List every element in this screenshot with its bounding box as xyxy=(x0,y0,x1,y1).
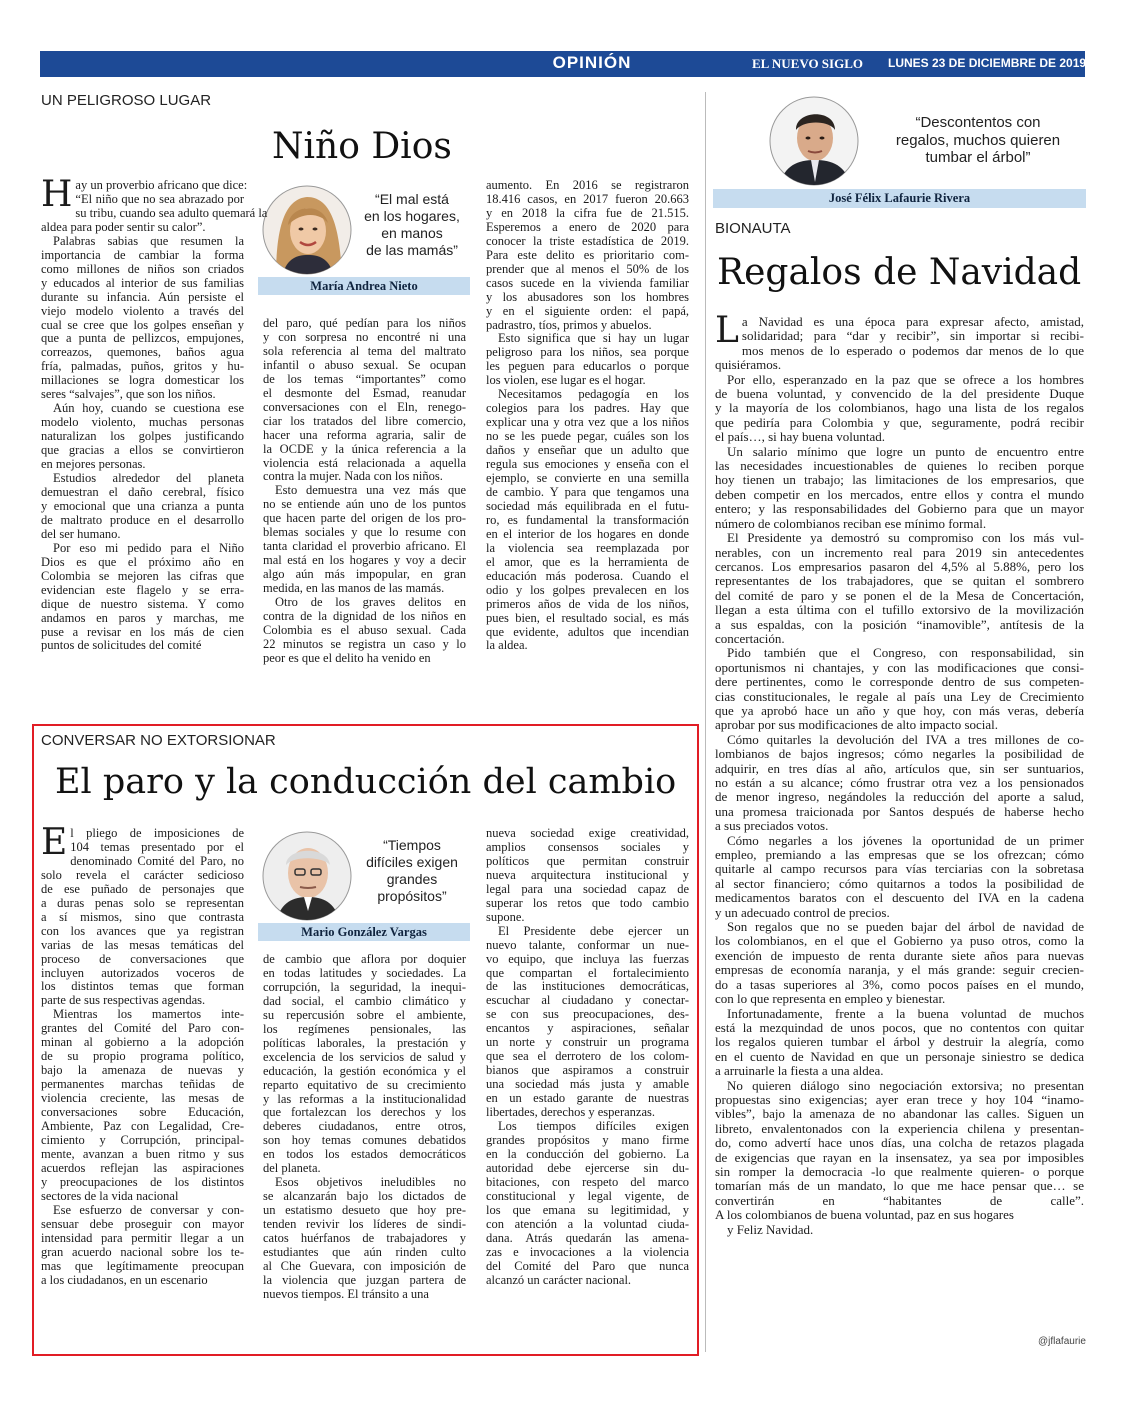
text-line: exención de impuesto de renta durante siete años para nuevas xyxy=(715,947,1084,963)
article1-kicker: UN PELIGROSO LUGAR xyxy=(41,92,212,109)
text-line: la violencia sea reemplazada por xyxy=(486,540,689,555)
text-line: 104 temas presentado por el xyxy=(70,839,244,854)
text-line: y preocupaciones de los distintos xyxy=(41,1174,244,1189)
text-line: dique de nuestro sistema. Y como xyxy=(41,596,244,611)
text-line: demuestran el daño cerebral, físico xyxy=(41,484,244,499)
text-line: permanentes marchas teñidas de xyxy=(41,1077,244,1092)
text-line: algo aún más impopular, en gran xyxy=(263,567,466,582)
text-line: denominado Comité del Paro, no xyxy=(70,853,244,868)
text-line: son hoy temas comunes debatidos xyxy=(263,1133,466,1148)
text-line: y los abusadores son los hombres xyxy=(486,289,689,304)
drop-cap: E xyxy=(41,822,68,863)
text-line: de ese puñado de personajes que xyxy=(41,881,244,896)
text-line: 22 minutos se registra un caso y lo xyxy=(263,636,466,651)
text-line: que fortalezcan los derechos y los xyxy=(263,1105,466,1120)
text-line: a sus espaldas, con la posición “inamovible”, antítesis de la xyxy=(715,616,1084,632)
text-line: políticas laborales, la prestación y xyxy=(263,1035,466,1050)
text-line: do a tasas superiores al 3%, como pocos países en el mundo, xyxy=(715,976,1084,992)
text-line: conocer la triste estadística de 2019. xyxy=(486,233,689,248)
article1-byline: María Andrea Nieto xyxy=(258,277,470,295)
text-line: el país…, si hay buena voluntad. xyxy=(715,429,886,445)
text-line: a sus preciados votos. xyxy=(715,818,829,834)
text-line: acuerdos reflejan las aspiraciones xyxy=(41,1160,244,1175)
text-line: a sí mismos, sino que contrasta xyxy=(41,909,244,924)
text-line: de cambio que aflora por doquier xyxy=(263,952,466,966)
text-line: se con sus preocupaciones, des- xyxy=(486,1007,689,1022)
text-line: conversaciones sobre Educación, xyxy=(41,1105,244,1120)
text-line: bitaciones, con respeto del marco xyxy=(486,1174,689,1189)
text-line: de maltrato produce en el desarrollo xyxy=(41,512,244,527)
text-line: que hacen parte del origen de los pro- xyxy=(263,511,466,526)
text-line: no se entiende aún uno de los puntos xyxy=(263,497,466,512)
text-line: medicamentos baratos con el descuento del IVA en la cadena xyxy=(715,890,1084,906)
text-line: de buena voluntad, y convencido de la del presidente Duque xyxy=(715,386,1084,402)
text-line: no están a su alcance; cómo frustrar otra vez a los pensionados xyxy=(715,775,1084,790)
text-line: infantil o abuso sexual. Se ocupan xyxy=(263,357,466,372)
text-line: representantes de los trabajadores, que se quitan el sombrero xyxy=(715,573,1084,589)
text-line: y emocional que una crianza a punta xyxy=(41,498,244,513)
text-line: que a punta de pellizcos, empujones, xyxy=(41,331,244,346)
text-line: El Presidente ya demostró su compromiso con los más vul- xyxy=(727,530,1084,546)
text-line: Colombia es el abuso sexual. Cada xyxy=(263,622,466,637)
text-line: oportunismos ni chantajes, y con las modificaciones que consi- xyxy=(715,659,1084,675)
text-line: dad social, el cambio climático y xyxy=(263,993,466,1008)
text-line: nueva arquitectura institucional y xyxy=(486,867,689,882)
text-line: concertación. xyxy=(715,630,785,646)
text-line: viejo modelo violento a través del xyxy=(41,303,244,318)
text-line: los regalos quieren tumbar el árbol y destruir la alegría, como xyxy=(715,1034,1084,1050)
article3-title: Regalos de Navidad xyxy=(717,252,1082,293)
article1-title: Niño Dios xyxy=(272,126,452,167)
text-line: de menor ingreso, negándoles la reducción del aporte a salud, xyxy=(715,789,1084,805)
article2-pull-quote: “Tiempos difíciles exigen grandes propósitos” xyxy=(366,837,458,904)
text-line: educación, la gestión económica y el xyxy=(263,1063,466,1078)
text-line: con los avances que ya registran xyxy=(41,923,244,938)
text-line: ciar los tratados del libre comercio, xyxy=(263,413,466,428)
text-line: Esperemos a enero de 2020 para xyxy=(486,219,689,234)
text-line: llegan a esta última con el tufillo extorsivo de la movilización xyxy=(715,602,1084,618)
text-line: en todas latitudes y sociedades. La xyxy=(263,965,466,980)
drop-cap: L xyxy=(715,310,739,351)
text-line: de los temas “importantes” como xyxy=(263,371,466,386)
text-line: quitarle al campo recursos para vías terciarias con la sobretasa xyxy=(715,861,1084,877)
text-line: correazos, quemones, baños agua xyxy=(41,345,244,360)
text-line: los distintos temas que forman xyxy=(41,979,244,994)
text-line: do, como advertí hace unos días, una colcha de retazos plagada xyxy=(715,1135,1084,1151)
text-line: está la mezquindad de unos pocos, que no contentos con quitar xyxy=(715,1019,1084,1035)
text-line: empresas de economía naranja, y el más grande: seguir crecien- xyxy=(715,962,1084,978)
text-line: con lo que representa en empleo y bienestar. xyxy=(715,991,946,1007)
article3-byline: José Félix Lafaurie Rivera xyxy=(713,189,1086,208)
text-line: una sociedad más justa y amable xyxy=(486,1077,689,1092)
text-line: ay un proverbio africano que dice: xyxy=(75,178,248,192)
text-line: nueva sociedad exige creatividad, xyxy=(486,826,689,840)
text-line: al sector financiero; cómo quitarnos a todos la posibilidad de xyxy=(715,875,1084,891)
text-line: daños y enseñar que un adulto que xyxy=(486,443,689,458)
text-line: catos huérfanos de trabajadores y xyxy=(263,1231,466,1246)
text-line: en mejores personas. xyxy=(41,457,146,472)
text-line: colegios para los padres. Hay que xyxy=(486,401,689,416)
article1-column-2 xyxy=(263,317,466,666)
text-line: minan al gobierno a la adopción xyxy=(41,1035,244,1050)
text-line: andamos en paros y marchas, me xyxy=(41,610,244,625)
text-line: pues bien, el resultado social, es más xyxy=(486,610,689,625)
text-line: parte de sus respectivas agendas. xyxy=(41,993,206,1008)
text-line: empleo, premiando a las empresas que se los ofrezcan; cómo xyxy=(715,847,1084,863)
text-line: se alcanzarán bajo los dictados de xyxy=(263,1189,466,1204)
text-line: medida, en las manos de las mamás. xyxy=(263,581,445,596)
text-line: su tribu, cuando sea adulto quemará la xyxy=(75,205,268,220)
text-line: que evidente, adultos que incendian xyxy=(486,624,689,639)
text-line: odio y los golpes prevalecen en los xyxy=(486,582,689,597)
text-line: casos sucede en la vivienda familiar xyxy=(486,275,689,290)
text-line: regula sus emociones y enseña con el xyxy=(486,457,689,472)
text-line: políticos que permitan construir xyxy=(486,853,689,868)
text-line: proceso de conversaciones que xyxy=(41,951,244,966)
text-line: Esto demuestra una vez más que xyxy=(275,483,466,498)
text-line: legal para una sociedad capaz de xyxy=(486,881,689,896)
text-line: excelencia de los servicios de salud y xyxy=(263,1049,466,1064)
text-line: peligroso para los niños, sea porque xyxy=(486,345,689,360)
text-line: mos menos de lo esperado o podemos dar menos de lo que xyxy=(741,342,1084,358)
text-line: contra de la dignidad de los niños en xyxy=(263,609,466,624)
text-line: Ambiente, Paz con Legalidad, Cre- xyxy=(41,1119,244,1134)
text-line: que compartan el fortalecimiento xyxy=(486,965,689,980)
text-line: A los colombianos de buena voluntad, paz en sus hogares xyxy=(715,1207,1014,1223)
text-line: padrastro, tíos, primos y abuelos. xyxy=(486,317,652,332)
text-line: de las instituciones democráticas, xyxy=(486,979,689,994)
article2-column-3 xyxy=(486,827,689,1287)
text-line: que pediría para Colombia y que, seguramente, podrá recibir xyxy=(715,414,1084,430)
text-line: nuevos tiempos. El tránsito a una xyxy=(263,1286,429,1301)
text-line: cias constitucionales, le regale al país una Ley de Crecimiento xyxy=(715,688,1084,704)
text-line: su repercusión sobre el ambiente, xyxy=(263,1007,466,1022)
text-line: conversaciones con el Eln, renego- xyxy=(263,399,466,414)
text-line: prender que al menos el 50% de los xyxy=(486,261,689,276)
text-line: y en el siguiente orden: el papá, xyxy=(486,303,689,318)
text-line: importancia de cambiar la forma xyxy=(41,247,244,262)
text-line: incluyen autorizados voceros de xyxy=(41,965,244,980)
text-line: deberes ciudadanos, entre otros, xyxy=(263,1119,466,1134)
text-line: aldea para poder sentir su calor”. xyxy=(41,219,206,234)
text-line: ejemplo, se convierte en una semilla xyxy=(486,471,689,486)
text-line: reparto equitativo de su crecimiento xyxy=(263,1077,466,1092)
text-line: Colombia se mejoren las cifras que xyxy=(41,568,244,583)
text-line: la violencia que juzgan partera de xyxy=(263,1272,466,1287)
text-line: constitucional y legal vigente, de xyxy=(486,1188,689,1203)
text-line: los que emana su legitimidad, y xyxy=(486,1202,689,1217)
text-line: 18.416 casos, en 2017 fueron 20.663 xyxy=(486,191,689,206)
article3-kicker: BIONAUTA xyxy=(715,220,791,237)
publication-name: EL NUEVO SIGLO xyxy=(752,56,863,71)
text-line: sociedad más equilibrada en el futu- xyxy=(486,498,689,513)
text-line: cimiento y Corrupción, principal- xyxy=(41,1132,244,1147)
article3-author-box xyxy=(713,92,1086,210)
text-line: y las reformas a la institucionalidad xyxy=(263,1091,466,1106)
text-line: Los tiempos difíciles exigen xyxy=(498,1119,689,1134)
text-line: No quieren diálogo sino negociación extorsiva; no presentan xyxy=(727,1077,1084,1093)
text-line: al Che Guevara, con imposición de xyxy=(263,1258,466,1273)
article2-byline: Mario González Vargas xyxy=(258,923,470,941)
text-line: de cambio. Y para que tengamos una xyxy=(486,484,689,499)
article1-column-1 xyxy=(41,174,268,653)
text-line: encantos y aspiraciones, señalar xyxy=(486,1021,689,1036)
text-line: como millones de niños son criados xyxy=(41,261,244,276)
text-line: hacer una reforma agraria, salir de xyxy=(263,427,466,442)
text-line: estudiantes que aún rinden culto xyxy=(263,1245,466,1260)
text-line: las necesidades incuestionables de quienes lo reciben porque xyxy=(715,458,1084,474)
text-line: a arruinarle la fiesta a una aldea. xyxy=(715,1063,884,1079)
text-line: Por eso mi pedido para el Niño xyxy=(53,540,244,555)
text-line: que gracias a ellos se convirtieron xyxy=(41,443,244,458)
article1-pull-quote: “El mal está en los hogares, en manos de las mamás” xyxy=(364,191,460,258)
text-line: millaciones se logra domesticar los xyxy=(41,373,244,388)
text-line: de exigencias que rayan en la insensatez, ya sea por imposibles xyxy=(715,1149,1084,1165)
text-line: la aldea. xyxy=(486,638,528,653)
text-line: intensidad para permitir llegar a un xyxy=(41,1230,244,1245)
text-line: Por ello, esperanzado en la paz que se ofrece a los hombres xyxy=(727,371,1084,387)
text-line: corrupción, la seguridad, la inequi- xyxy=(263,979,466,994)
text-line: ro, es fundamental la transformación xyxy=(486,512,689,527)
text-line: Necesitamos pedagogía en los xyxy=(498,387,689,402)
text-line: blemas sociales y que lo resume con xyxy=(263,525,466,540)
text-line: alcanzó un carácter nacional. xyxy=(486,1272,632,1287)
text-line: y un adecuado control de precios. xyxy=(715,904,890,920)
text-line: naturalizan los golpes justificando xyxy=(41,429,244,444)
text-line: amplios consensos sociales y xyxy=(486,839,689,854)
text-line: convertirán en “habitantes de calle”. xyxy=(715,1192,1084,1208)
text-line: cual se cree que los golpes enseñan y xyxy=(41,317,244,332)
text-line: violencia está relacionada a aquella xyxy=(263,455,466,470)
text-line: quisiéramos. xyxy=(715,357,782,373)
text-line: adquirir, en tres días al año, artículos que, sin ser suntuarios, xyxy=(715,760,1084,776)
text-line: zas e invocaciones a la violencia xyxy=(486,1244,689,1259)
text-line: educación más poderosa. Cuando el xyxy=(486,568,689,583)
text-line: y la mayoría de los colombianos, hago una lista de los regalos xyxy=(715,400,1084,416)
text-line: tenden revivir los líderes de sindi- xyxy=(263,1217,466,1232)
text-line: puntos de solicitudes del comité xyxy=(41,638,202,653)
text-line: seres “salvajes”, que son los niños. xyxy=(41,387,216,402)
author-photo-jose-felix-lafaurie xyxy=(769,96,859,186)
text-line: Para este delito es prioritario com- xyxy=(486,247,689,262)
text-line: modelo violento, muchas personas xyxy=(41,415,244,430)
article1-column-3 xyxy=(486,179,689,653)
text-line: número de colombianos reciban ese mínimo formal. xyxy=(715,515,987,531)
text-line: mas que legítimamente preocupan xyxy=(41,1258,244,1273)
text-line: libertades, derechos y esperanzas. xyxy=(486,1105,656,1120)
text-line: en el cuento de Navidad en que un personaje siniestro se dedica xyxy=(715,1048,1084,1064)
text-line: puse a revisar en los más de cien xyxy=(41,624,244,639)
text-line: a los ciudadanos, en un escenario xyxy=(41,1272,208,1287)
text-line: con atención a la voluntad ciuda- xyxy=(486,1216,689,1231)
text-line: aumento. En 2016 se registraron xyxy=(486,178,689,192)
header-bar xyxy=(40,51,1115,77)
text-line: que ya aprobó hace un año y que hoy, con más veras, debería xyxy=(715,702,1084,718)
text-line: los colombianos, en el que el Gobierno ya puso otros, como la xyxy=(715,933,1084,949)
text-line: sensuar debe proseguir con mayor xyxy=(41,1216,244,1231)
text-line: primeros años de vida de los niños, xyxy=(486,596,689,611)
text-line: del planeta. xyxy=(263,1161,321,1176)
text-line: y en 2018 la cifra fue de 21.515. xyxy=(486,205,689,220)
text-line: dana. Atrás quedarán las amena- xyxy=(486,1230,689,1245)
text-line: cercanos. Los empresarios pasaron del 4,5% al 5.88%, pero los xyxy=(715,558,1084,574)
text-line: les peguen para educarlos o porque xyxy=(486,359,689,374)
text-line: varias de las mesas temáticas del xyxy=(41,937,244,952)
author-photo-maria-andrea-nieto xyxy=(262,185,352,275)
text-line: un estatismo desueto que hoy pre- xyxy=(263,1203,466,1218)
text-line: Cómo negarles a los jóvenes la oportunidad de un primer xyxy=(727,832,1084,848)
text-line: libreto, envalentonados con la experiencia chilena y presentan- xyxy=(715,1120,1084,1136)
text-line: bajo la amenaza de nuevas y xyxy=(41,1063,244,1078)
text-line: Pido también que el Congreso, con responsabilidad, sin xyxy=(727,645,1084,661)
text-line: Aún hoy, cuando se cuestiona ese xyxy=(53,401,244,416)
text-line: aprobar por sus modificaciones de alto impacto social. xyxy=(715,717,999,733)
article2-column-2 xyxy=(263,953,466,1302)
text-line: en el interior de los hogares en donde xyxy=(486,526,689,541)
text-line: Otro de los graves delitos en xyxy=(275,595,466,610)
text-line: Esos objetivos ineludibles no xyxy=(275,1175,466,1190)
text-line: y educados al interior de sus familias xyxy=(41,275,244,290)
text-line: solo revela el carácter sedicioso xyxy=(41,867,244,882)
drop-cap: H xyxy=(41,174,73,215)
text-line: y Feliz Navidad. xyxy=(727,1221,814,1237)
text-line: lombianos de bajos ingresos; cómo negarles la posibilidad de xyxy=(715,746,1084,762)
text-line: en todos los estados democráticos xyxy=(263,1147,466,1162)
article1-author-box xyxy=(258,181,470,297)
text-line: vo equipo, que incluya las fuerzas xyxy=(486,951,689,966)
text-line: fría, palmadas, puños, gritos y hu- xyxy=(41,359,244,374)
text-line: evidencian este flagelo y se erra- xyxy=(41,582,244,597)
text-line: mente, avanzan a buen ritmo y sus xyxy=(41,1146,244,1161)
text-line: escuchar al ciudadano y conectar- xyxy=(486,993,689,1008)
text-line: Infortunadamente, frente a la buena voluntad de muchos xyxy=(727,1005,1084,1021)
text-line: del ser humano. xyxy=(41,526,121,541)
text-line: mal está en los hogares y voy a decir xyxy=(263,553,466,568)
article2-title: El paro y la conducción del cambio xyxy=(55,762,677,802)
page-number: 9A xyxy=(1091,52,1115,72)
text-line: Esto significa que si hay un lugar xyxy=(498,331,689,346)
text-line: Ese esfuerzo de conversar y con- xyxy=(53,1202,244,1217)
article2-author-box xyxy=(258,827,470,943)
text-line: y con sorpresa no encontré ni una xyxy=(263,329,466,344)
article2-column-1 xyxy=(41,822,244,1287)
text-line: a duras penas solo se representan xyxy=(41,895,244,910)
text-line: propuestas sino exigencias; ayer eran trece y hoy 104 “inamo- xyxy=(715,1091,1084,1107)
column-divider xyxy=(705,92,706,1352)
text-line: tanta claridad el proverbio africano. El xyxy=(263,539,466,554)
text-line: del paro, qué pedían para los niños xyxy=(263,316,466,330)
section-name: OPINIÓN xyxy=(552,53,632,72)
text-line: “El niño que no sea abrazado por xyxy=(75,191,244,206)
text-line: un norte y construir un programa xyxy=(486,1035,689,1050)
text-line: autoridad debe ejercerse sin du- xyxy=(486,1160,689,1175)
text-line: no se les puede pegar, cuáles son los xyxy=(486,429,689,444)
text-line: El Presidente debe ejercer un xyxy=(498,923,689,938)
text-line: Son regalos que no se pueden bajar del árbol de navidad de xyxy=(727,919,1084,935)
text-line: nerables, con un incremento real para 2019 sin antecedentes xyxy=(715,544,1084,560)
author-photo-mario-gonzalez-vargas xyxy=(262,831,352,921)
text-line: que sea el derrotero de los colom- xyxy=(486,1049,689,1064)
text-line: los regímenes pensionales, las xyxy=(263,1021,466,1036)
text-line: grantes del Comité del Paro con- xyxy=(41,1021,244,1036)
text-line: deben competir en los mercados, entre ellos y contra el mundo xyxy=(715,486,1084,502)
text-line: violencia creciente, las mesas de xyxy=(41,1091,244,1106)
text-line: los violen, ese lugar es el hogar. xyxy=(486,373,646,388)
text-line: en la conducción del gobierno. La xyxy=(486,1146,689,1161)
text-line: el desmonte del Esmad, reanudar xyxy=(263,385,466,400)
article2-kicker: CONVERSAR NO EXTORSIONAR xyxy=(41,732,276,749)
author-twitter-credit: @jflafaurie xyxy=(1038,1336,1086,1347)
text-line: sola referencia al tema del maltrato xyxy=(263,343,466,358)
text-line: gran acuerdo nacional sobre los te- xyxy=(41,1244,244,1259)
text-line: del comité de paro y se ponen el de la Mesa de Concertación, xyxy=(715,587,1084,603)
text-line: sin romper la democracia -lo que realmente quieren- o porque xyxy=(715,1163,1084,1179)
text-line: Palabras sabias que resumen la xyxy=(53,233,244,248)
article3-column xyxy=(715,310,1084,1237)
article3-pull-quote: “Descontentos con regalos, muchos quieren tumbar el árbol” xyxy=(895,114,1061,166)
text-line: Un salario mínimo que logre un punto de encuentro entre xyxy=(727,443,1084,459)
text-line: la OCDE y la única referencia a la xyxy=(263,441,466,456)
text-line: contra la mujer. Nada con los niños. xyxy=(263,469,443,484)
text-line: nuevo talante, conformar un nue- xyxy=(486,937,689,952)
text-line: del Comité del Paro que nunca xyxy=(486,1258,689,1273)
text-line: grandes propósitos y mano firme xyxy=(486,1132,689,1147)
text-line: l pliego de imposiciones de xyxy=(70,826,244,840)
text-line: de su propio programa político, xyxy=(41,1049,244,1064)
text-line: explicar una y otra vez que a los niños xyxy=(486,415,689,430)
text-line: a Navidad es una época para expresar afecto, amistad, xyxy=(741,314,1084,329)
text-line: entero; y las responsabilidades del Gobierno para que un mayor xyxy=(715,501,1084,517)
text-line: en un estado garante de nuestras xyxy=(486,1091,689,1106)
text-line: el amor, que es la herramienta de xyxy=(486,554,689,569)
text-line: hoy tienen un trabajo; las limitaciones de los empresarios, que xyxy=(715,472,1084,488)
text-line: Mientras los mamertos inte- xyxy=(53,1007,244,1022)
text-line: Estudios alrededor del planeta xyxy=(53,471,244,486)
text-line: sectores de la vida nacional xyxy=(41,1188,179,1203)
text-line: dere pertinentes, como le corresponde dentro de sus competen- xyxy=(715,674,1084,690)
text-line: Cómo quitarles la devolución del IVA a tres millones de co- xyxy=(727,731,1084,747)
text-line: bianos que aspiramos a construir xyxy=(486,1063,689,1078)
text-line: Dios es que el próximo año en xyxy=(41,554,244,569)
text-line: supone. xyxy=(486,909,525,924)
text-line: peor es que el delito ha venido en xyxy=(263,650,431,665)
text-line: tomarían más de un mandato, lo que me hace pensar que… se xyxy=(715,1178,1084,1194)
text-line: una promesa traicionada por Santos después de haberse hecho xyxy=(715,803,1084,819)
issue-date: LUNES 23 DE DICIEMBRE DE 2019 xyxy=(888,56,1087,70)
text-line: durante su infancia. Aún persiste el xyxy=(41,289,244,304)
text-line: vibles”, bajo la amenaza de no abandonar las calles. Siguen un xyxy=(715,1106,1084,1122)
text-line: solidaridad; para “dar y recibir”, sin importar si recibi- xyxy=(741,328,1084,344)
text-line: superar los retos que todo cambio xyxy=(486,895,689,910)
